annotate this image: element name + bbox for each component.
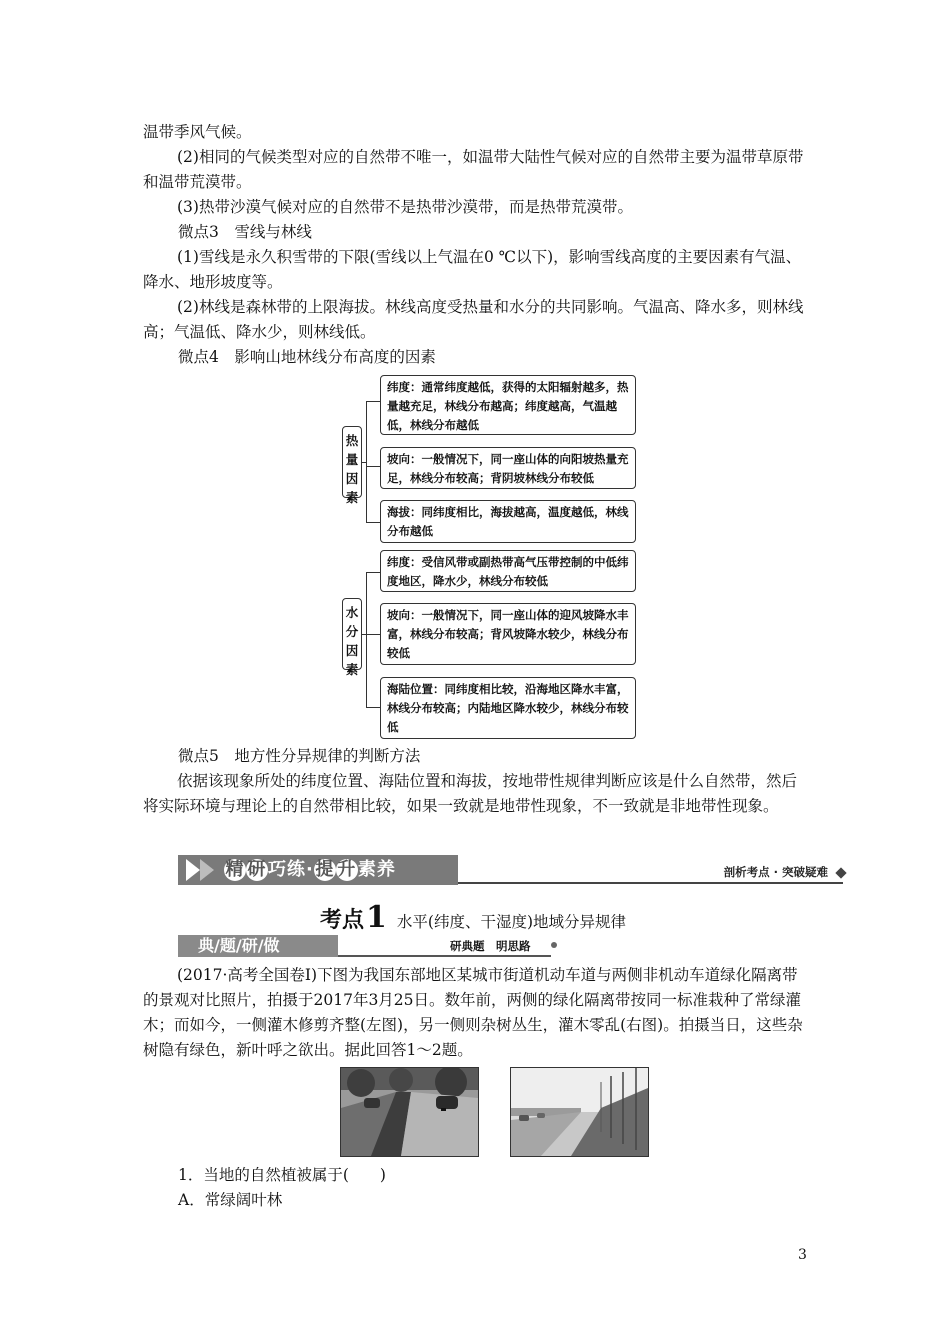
paragraph-text: 依据该现象所处的纬度位置、海陆位置和海拔，按地带性规律判断应该是什么自然带，然后将实际环境与理论上的自然带相比较，如果一致就是地带性现象，不一致就是非地带性现象。 — [143, 772, 798, 815]
paragraph-text: (2)林线是森林带的上限海拔。林线高度受热量和水分的共同影响。气温高、降水多，则林线高；气温低、降水少，则林线低。 — [143, 298, 804, 341]
kaodian-label: 考点 — [320, 908, 365, 933]
right-street-photo — [510, 1067, 649, 1157]
question-stem: (2017·高考全国卷Ⅰ)下图为我国东部地区某城市街道机动车道与两侧非机动车道绿化隔离带的景观对比照片，拍摄于2017年3月25日。数年前，两侧的绿化隔离带按同一标准栽种了常绿灌木；而如今，一侧灌木修剪齐整(左图)，另一侧则杂树丛生，灌木零乱(右图)。拍摄当日，这些杂树隐有绿色，新叶呼之欲出。据此回答1～2题。 — [143, 966, 803, 1059]
kaodian-number: 1 — [366, 900, 387, 935]
paragraph-text: (3)热带沙漠气候对应的自然带不是热带沙漠带，而是热带荒漠带。 — [177, 198, 633, 216]
dianti-subtitle: 研典题 明思路 — [450, 939, 531, 953]
heat-altitude-box: 海拔：同纬度相比，海拔越高，温度越低，林线分布越低 — [380, 500, 636, 543]
banner-subtitle: 剖析考点 · 突破疑难 — [723, 865, 828, 879]
section-heading: 微点3 雪线与林线 — [178, 223, 312, 241]
heat-aspect-box: 坡向：一般情况下，同一座山体的向阳坡热量充足，林线分布较高；背阴坡林线分布较低 — [380, 447, 636, 489]
left-street-photo — [340, 1067, 479, 1157]
heat-factor-label: 热量因素 — [342, 426, 362, 498]
banner-rule — [458, 882, 843, 884]
paragraph-text: (2)相同的气候类型对应的自然带不唯一，如温带大陆性气候对应的自然带主要为温带草原带和温带荒漠带。 — [143, 148, 804, 191]
dianti-header — [178, 934, 560, 958]
kaodian-heading — [320, 900, 626, 935]
water-latitude-box: 纬度：受信风带或副热带高气压带控制的中低纬度地区，降水少，林线分布较低 — [380, 550, 636, 592]
water-factor-label: 水分因素 — [342, 598, 362, 670]
kaodian-title: 水平(纬度、干湿度)地域分异规律 — [396, 913, 626, 931]
paragraph-text: 温带季风气候。 — [143, 123, 252, 141]
dianti-title: 典/题/研/做 — [198, 936, 280, 955]
section-heading: 微点5 地方性分异规律的判断方法 — [178, 747, 421, 765]
chevron-right-icon — [186, 859, 200, 881]
dianti-rule — [338, 955, 551, 957]
water-aspect-box: 坡向：一般情况下，同一座山体的迎风坡降水丰富，林线分布较高；背风坡降水较少，林线分布较低 — [380, 603, 636, 665]
diamond-icon — [835, 867, 846, 878]
paragraph-text: (1)雪线是永久积雪带的下限(雪线以上气温在0 ℃以下)，影响雪线高度的主要因素有气温、降水、地形坡度等。 — [143, 248, 802, 291]
option-a: A．常绿阔叶林 — [178, 1191, 283, 1209]
section-banner — [178, 855, 850, 885]
banner-title: 精 研巧练·提 升素养 — [225, 859, 396, 880]
dot-icon — [551, 942, 557, 948]
chevron-right-icon — [200, 859, 214, 881]
water-landsea-box: 海陆位置：同纬度相比较，沿海地区降水丰富，林线分布较高；内陆地区降水较少，林线分布较低 — [380, 677, 636, 739]
section-heading: 微点4 影响山地林线分布高度的因素 — [178, 348, 436, 366]
heat-latitude-box: 纬度：通常纬度越低，获得的太阳辐射越多，热量越充足，林线分布越高；纬度越高，气温越低，林线分布越低 — [380, 375, 636, 435]
question-1: 1．当地的自然植被属于( ) — [178, 1166, 386, 1184]
page-number: 3 — [798, 1247, 807, 1263]
